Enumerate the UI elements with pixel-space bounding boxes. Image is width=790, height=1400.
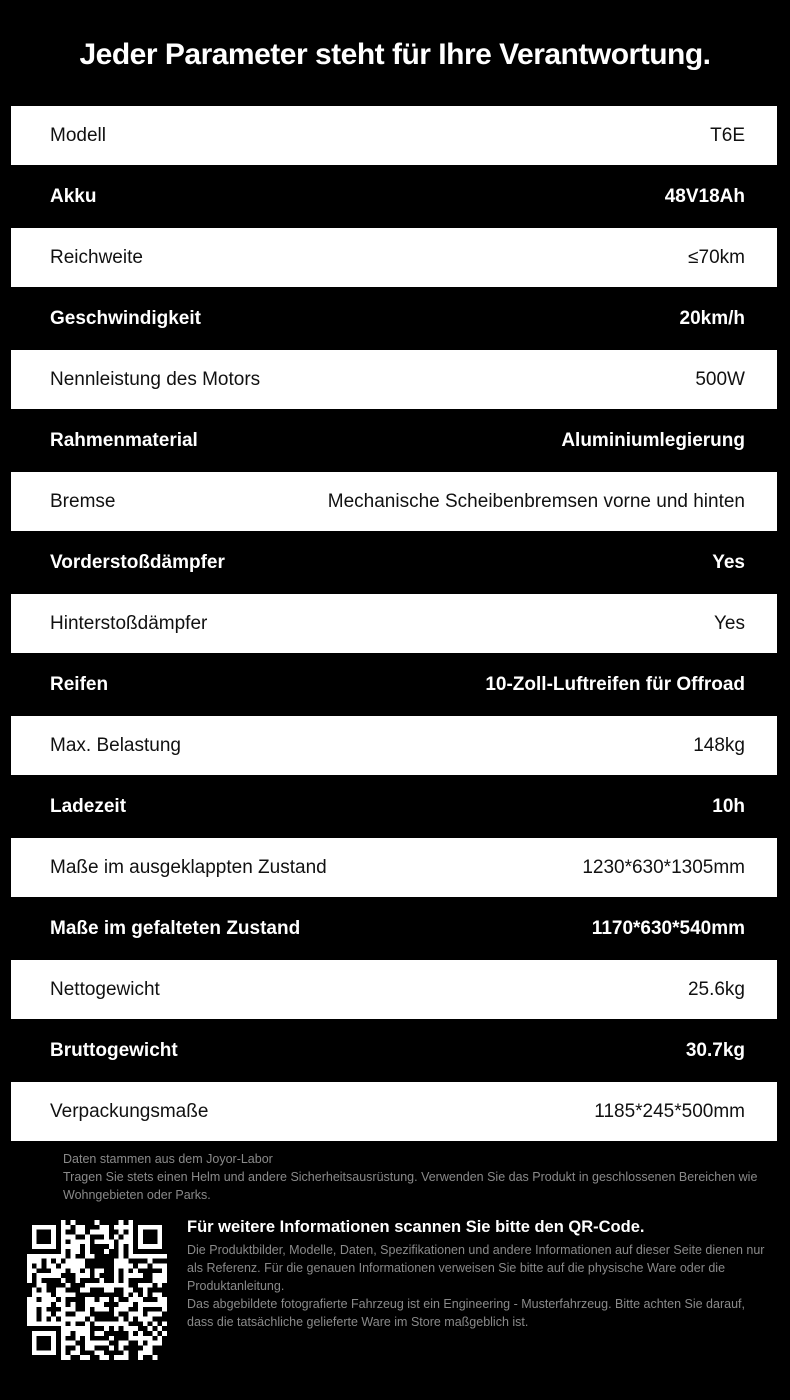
spec-label: Reifen [50, 673, 109, 695]
spec-value: 48V18Ah [664, 185, 745, 207]
disclaimer-1: Die Produktbilder, Modelle, Daten, Spezifikationen und andere Informationen auf dieser Seite dienen nur als Referenz. Für die genauen Informationen verweisen Sie bitte auf die physische Ware oder die Produktanleitung. [187, 1243, 765, 1293]
spec-label: Reichweite [50, 246, 143, 268]
spec-row-nennleistung [11, 350, 777, 409]
spec-label: Geschwindigkeit [50, 307, 201, 329]
spec-row-max-belastung [11, 716, 777, 775]
spec-value: ≤70km [688, 246, 745, 268]
spec-label: Hinterstoßdämpfer [50, 612, 208, 634]
spec-label: Rahmenmaterial [50, 429, 198, 451]
spec-label: Max. Belastung [50, 734, 181, 756]
spec-value: 30.7kg [685, 1039, 745, 1061]
spec-label: Bremse [50, 490, 116, 512]
spec-label: Nennleistung des Motors [50, 368, 261, 390]
spec-label: Ladezeit [50, 795, 127, 817]
spec-row-geschwindigkeit [11, 289, 777, 348]
spec-row-bremse [11, 472, 777, 531]
spec-value: 25.6kg [687, 978, 745, 1000]
source-note: Daten stammen aus dem Joyor-Labor [63, 1152, 273, 1166]
page-title: Jeder Parameter steht für Ihre Verantwortung. [79, 38, 711, 71]
spec-value: T6E [710, 124, 745, 146]
spec-row-reichweite [11, 228, 777, 287]
qr-code-icon[interactable] [27, 1220, 167, 1360]
spec-row-nettogewicht [11, 960, 777, 1019]
qr-info [187, 1218, 772, 1331]
spec-row-akku [11, 167, 777, 226]
spec-row-masse-ausgeklappt [11, 838, 777, 897]
spec-value: 1185*245*500mm [594, 1100, 745, 1122]
spec-label: Bruttogewicht [50, 1039, 178, 1061]
spec-value: 148kg [693, 734, 745, 756]
spec-value: Mechanische Scheibenbremsen vorne und hinten [327, 490, 745, 512]
spec-row-rahmenmaterial [11, 411, 777, 470]
disclaimer-2: Das abgebildete fotografierte Fahrzeug ist ein Engineering - Musterfahrzeug. Bitte achten Sie darauf, dass die tatsächliche gelieferte Ware im Store maßgeblich ist. [187, 1297, 745, 1329]
spec-value: Yes [714, 612, 745, 634]
spec-row-verpackungsmasse [11, 1082, 777, 1141]
safety-note: Tragen Sie stets einen Helm und andere Sicherheitsausrüstung. Verwenden Sie das Produkt in geschlossenen Bereichen wie Wohngebieten oder Parks. [63, 1170, 758, 1202]
spec-row-ladezeit [11, 777, 777, 836]
spec-table [11, 106, 777, 1143]
spec-value: 1230*630*1305mm [582, 856, 745, 878]
spec-row-bruttogewicht [11, 1021, 777, 1080]
spec-label: Nettogewicht [50, 978, 160, 1000]
spec-label: Modell [50, 124, 106, 146]
spec-value: 10-Zoll-Luftreifen für Offroad [485, 673, 745, 695]
spec-label: Akku [50, 185, 97, 207]
spec-row-reifen [11, 655, 777, 714]
spec-label: Maße im ausgeklappten Zustand [50, 856, 327, 878]
lab-note [63, 1150, 768, 1204]
spec-row-vorderstossdaempfer [11, 533, 777, 592]
spec-value: Yes [712, 551, 745, 573]
spec-value: Aluminiumlegierung [561, 429, 745, 451]
spec-value: 10h [712, 795, 745, 817]
spec-label: Vorderstoßdämpfer [50, 551, 225, 573]
spec-row-modell [11, 106, 777, 165]
spec-value: 500W [695, 368, 745, 390]
spec-row-masse-gefaltet [11, 899, 777, 958]
spec-value: 20km/h [679, 307, 745, 329]
spec-value: 1170*630*540mm [591, 917, 745, 939]
spec-label: Verpackungsmaße [50, 1100, 209, 1122]
spec-label: Maße im gefalteten Zustand [50, 917, 301, 939]
spec-row-hinterstossdaempfer [11, 594, 777, 653]
qr-title: Für weitere Informationen scannen Sie bitte den QR-Code. [187, 1218, 645, 1236]
